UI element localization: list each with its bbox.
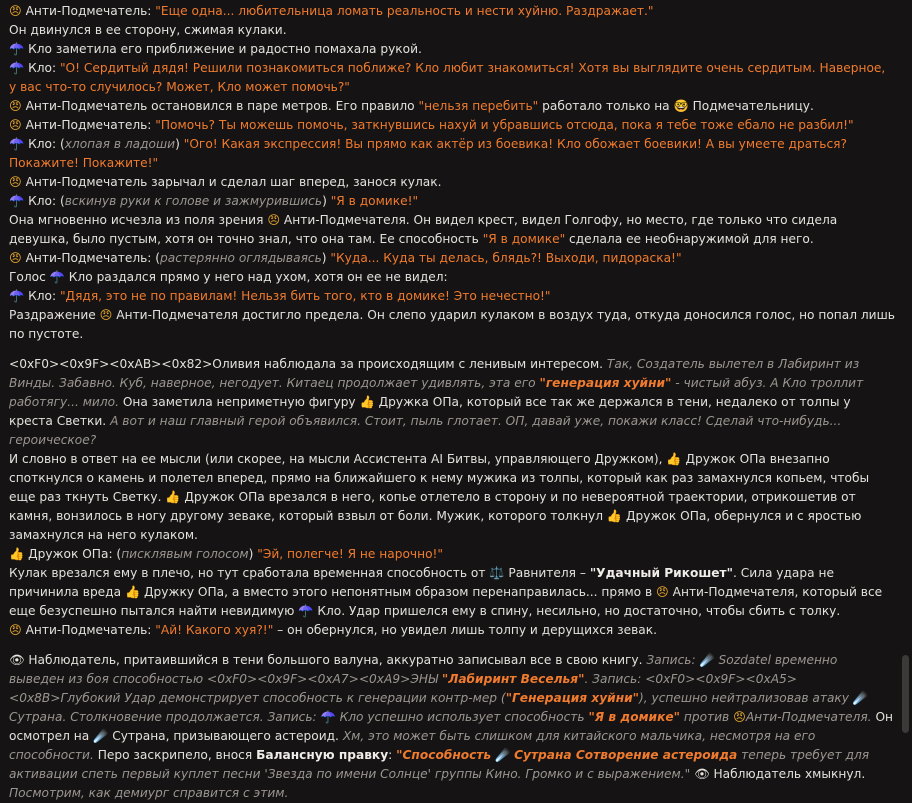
narration-text: , который все так же держался в тени, недалеко от толпы у креста Светки.	[9, 395, 851, 428]
narration-text: Перо заскрипело, внося	[97, 748, 253, 762]
thumbs-up-icon: 👍	[124, 585, 141, 599]
thumbs-up-icon: 👍	[666, 452, 682, 466]
thought-text: - чистый абуз. А Кло троллит работягу... мило.	[9, 376, 864, 409]
name: Дружок ОПа	[685, 452, 766, 466]
quote: "Я в домике"	[482, 232, 566, 246]
thumbs-up-icon: 👍	[9, 547, 25, 561]
umbrella-icon: ☂️	[298, 604, 314, 618]
comet-icon: ☄️	[699, 653, 715, 667]
note-text: против	[683, 710, 730, 724]
name: Равнителя	[508, 566, 576, 580]
scales-icon: ⚖️	[489, 566, 505, 580]
narration-text: , а вместо этого непонятным образом перенаправилась... прямо в	[224, 585, 653, 599]
nerd-face-icon: 🤓	[673, 99, 689, 113]
message: 👍 Дружок ОПа: (писклявым голосом) "Эй, полегче! Я не нарочно!"	[9, 545, 895, 564]
narration-text: Наблюдатель хмыкнул.	[713, 767, 866, 781]
name: Анти-Подмечателя	[672, 585, 795, 599]
name: Подмечательницу	[692, 99, 810, 113]
speaker-name: Анти-Подмечатель	[25, 118, 148, 132]
speaker-name: Кло	[28, 289, 52, 303]
narration-text: Она заметила неприметную фигуру	[122, 395, 356, 409]
speaker-name: Анти-Подмечатель	[25, 623, 148, 637]
narration-text: Анти-Подмечатель зарычал и сделал шаг вперед, занося кулак.	[25, 175, 442, 189]
narration-text: , призывающего астероид.	[165, 729, 339, 743]
note-text: Хм, это может быть слишком для китайского мальчика, несмотря на его способности.	[9, 729, 816, 762]
narration-text: . Сила удара не причинила вреда	[9, 566, 834, 599]
message: 😠 Анти-Подмечатель: (растерянно оглядываясь) "Куда... Куда ты делась, блядь?! Выходи, пидораска!"	[9, 249, 895, 268]
note-text: Кло успешно использует способность	[339, 710, 585, 724]
note-text: . Запись: <0xF0><0x9F><0xA5><0x8B>Глубокий Удар демонстрирует способность к генерации контр-мер (	[9, 672, 798, 705]
narration	[9, 40, 895, 59]
umbrella-icon: ☂️	[320, 710, 336, 724]
quote: Сутрана Сотворение астероида	[514, 748, 738, 762]
thought-text: А вот и наш главный герой объявился. Стоит, пыль глотает. ОП, давай уже, покажи класс! Сделай что-нибудь... героическое?	[9, 414, 842, 447]
narration-text: Наблюдатель, притаившийся в тени большого валуна, аккуратно записывал все в свою книгу.	[28, 653, 643, 667]
narration	[9, 306, 895, 344]
quote: "Способность	[396, 748, 492, 762]
stage-direction: писклявым голосом	[121, 547, 249, 561]
name: Сутрана	[112, 729, 166, 743]
stage-direction: вскинув руки к голове и зажмурившись	[64, 194, 323, 208]
comet-icon: ☄️	[852, 691, 869, 705]
umbrella-icon: ☂️	[9, 42, 25, 56]
narration: 😠 Анти-Подмечатель остановился в паре метров. Его правило "нельзя перебить" работало только на 🤓 Подмечательницу.	[9, 97, 895, 116]
narration-text: сделала ее необнаружимой для него.	[569, 232, 814, 246]
name: Дружка ОПа	[378, 395, 459, 409]
chat-log	[9, 2, 895, 803]
note-text: Анти-Подмечателя.	[745, 710, 872, 724]
narration-text: Голос	[9, 270, 46, 284]
quote: "нельзя перебить"	[418, 99, 539, 113]
quote: "Дядя, это не по правилам! Нельзя бить того, кто в домике! Это нечестно!"	[59, 289, 551, 303]
narration-text: – он обернулся, но увидел лишь толпу и дерущихся зевак.	[277, 623, 657, 637]
narration-text: Она мгновенно исчезла из поля зрения	[9, 213, 264, 227]
angry-face-icon: 😠	[656, 585, 669, 599]
narration-text: Анти-Подмечатель остановился в паре метров. Его правило	[25, 99, 415, 113]
quote: "Я в домике"	[588, 710, 680, 724]
name: Сутрана	[9, 710, 63, 724]
scrollbar[interactable]	[902, 0, 909, 752]
angry-face-icon: 😠	[733, 710, 746, 724]
angry-face-icon: 😠	[267, 213, 281, 227]
narration-text: И словно в ответ на ее мысли (или скорее, на мысли Ассистента AI Битвы, управляющего Дружком),	[9, 452, 663, 466]
thumbs-up-icon: 👍	[359, 395, 375, 409]
narration-text: раздался прямо у него над ухом, хотя он ее не видел:	[96, 270, 448, 284]
message: ☂️ Кло: (вскинув руки к голове и зажмурившись) "Я в домике!"	[9, 192, 895, 211]
narration: 👁 Наблюдатель, притаившийся в тени большого валуна, аккуратно записывал все в свою книгу. Запись: ☄️ Sozdatel временно выведен из боя способностью <0xF0><0x9F><0xA7><0xA9>ЭНЫ "Лабиринт Веселья". Запись: <0xF0><0x9F><0xA5><0x8B>Глубокий Удар демонстрирует способность к генерации контр-мер ("Генерация хуйни"), успешно нейтрализовав атаку ☄️ Сутрана. Столкновение продолжается. Запись: ☂️ Кло успешно использует способность "Я в домике" против 😠Анти-Подмечателя. Он осмотрел на ☄️ Сутрана, призывающего астероид. Хм, это может быть слишком для китайского мальчика, несмотря на его способности. Перо заскрипело, внося Балансную правку: "Способность ☄️ Сутрана Сотворение астероида теперь требует для активации спеть первый куплет песни 'Звезда по имени Солнце' группы Кино. Громко и с выражением." 👁 Наблюдатель хмыкнул. Посмотрим, как демиург справится с этим.	[9, 653, 893, 800]
quote: "Я в домике!"	[330, 194, 419, 208]
umbrella-icon: ☂️	[9, 289, 25, 303]
narration	[9, 450, 895, 545]
quote: "генерация хуйни"	[539, 376, 672, 390]
narration-text: Раздражение	[9, 308, 96, 322]
speaker-name: Кло	[28, 194, 52, 208]
message: ☂️ Кло: (хлопая в ладоши) "Ого! Какая экспрессия! Вы прямо как актёр из боевика! Кло обожает боевики! А вы умеете драться? Покажите! Покажите!"	[9, 137, 847, 170]
quote: "Ого! Какая экспрессия! Вы прямо как актёр из боевика! Кло обожает боевики! А вы умеете драться? Покажите! Покажите!"	[9, 137, 847, 170]
quote: "Помочь? Ты можешь помочь, заткнувшись нахуй и убравшись отсюда, пока я тебе тоже ебало не разбил!"	[155, 118, 854, 132]
umbrella-icon: ☂️	[9, 137, 25, 151]
note-text: временно выведен из боя способностью <0xF0><0x9F><0xA7><0xA9>ЭНЫ	[9, 653, 838, 686]
angry-face-icon: 😠	[9, 175, 22, 189]
speaker-name: Дружок ОПа	[28, 547, 109, 561]
comet-icon: ☄️	[495, 748, 511, 762]
quote: "Еще одна... любительница ломать реальность и нести хуйню. Раздражает."	[155, 4, 654, 18]
thumbs-up-icon: 👍	[165, 490, 181, 504]
umbrella-icon: ☂️	[9, 61, 25, 75]
angry-face-icon: 😠	[9, 623, 22, 637]
angry-face-icon: 😠	[99, 308, 113, 322]
narration-text: , обернулся и с яростью замахнулся на него кулаком.	[9, 509, 862, 542]
name: Дружку ОПа	[144, 585, 225, 599]
narration-text: работало только на	[542, 99, 670, 113]
scrollbar-thumb[interactable]	[902, 655, 909, 733]
message: 😠 Анти-Подмечатель: "Ай! Какого хуя?!" – он обернулся, но увидел лишь толпу и дерущихся зевак.	[9, 621, 895, 640]
quote: "О! Сердитый дядя! Решили познакомиться поближе? Кло любит знакомиться! Хотя вы выглядите очень сердитым. Наверное, у вас что-то случилось? Может, Кло может помочь?"	[9, 61, 886, 94]
speaker-name: Кло	[28, 137, 52, 151]
thought-text: Так, Создатель вылетел в Лабиринт из Винды. Забавно. Куб, наверное, негодует. Китаец продолжает удивлять, эта его	[9, 357, 860, 390]
name: Кло	[317, 604, 342, 618]
quote: "Генерация хуйни"	[505, 691, 640, 705]
name: Sozdatel	[718, 653, 771, 667]
note-text: ), успешно нейтрализовав атаку	[639, 691, 850, 705]
quote: "Ай! Какого хуя?!"	[155, 623, 274, 637]
umbrella-icon: ☂️	[9, 194, 25, 208]
angry-face-icon: 😠	[9, 99, 22, 113]
quote: "Эй, полегче! Я не нарочно!"	[257, 547, 444, 561]
narration-text: . Он видел крест, видел Голгофу, но место, где только что сидела девушка, было пустым, хотя он точно знал, что она там. Ее способность	[9, 213, 838, 246]
note-text: Посмотрим, как демиург справится с этим.	[9, 786, 289, 800]
thumbs-up-icon: 👍	[606, 509, 623, 523]
narration-text: , который все еще безуспешно пытался найти невидимую	[9, 585, 883, 618]
eye-icon: 👁	[9, 653, 25, 667]
narration	[9, 355, 895, 450]
message: ☂️ Кло: "Дядя, это не по правилам! Нельзя бить того, кто в домике! Это нечестно!"	[9, 287, 895, 306]
angry-face-icon: 😠	[9, 4, 22, 18]
speaker-name: Анти-Подмечатель	[25, 4, 148, 18]
eye-icon: 👁	[694, 767, 710, 781]
narration-text: Он осмотрел на	[9, 710, 893, 743]
narration	[9, 268, 895, 287]
angry-face-icon: 😠	[9, 251, 22, 265]
stage-direction: растерянно оглядываясь	[160, 251, 322, 265]
narration-text: Кулак врезался ему в плечо, но тут сработала временная способность от	[9, 566, 486, 580]
ability-name: "Удачный Рикошет"	[589, 566, 733, 580]
note-text: Запись:	[646, 653, 696, 667]
bold-text: Балансную правку	[256, 748, 389, 762]
name: Кло	[68, 270, 93, 284]
narration: Он двинулся в ее сторону, сжимая кулаки.	[9, 23, 287, 37]
angry-face-icon: 😠	[9, 118, 22, 132]
narration-text: врезался в него, копье отлетело в сторону и по невероятной траектории, отрикошетив от камня, вонзилось в ногу другому зеваке, который взвыл от боли. Мужик, которого толкнул	[9, 490, 856, 523]
narration-text: достигло предела. Он слепо ударил кулаком в воздух туда, откуда доносился голос, но попал лишь по пустоте.	[9, 308, 895, 341]
narration-text: внезапно споткнулся о камень и полетел вперед, прямо на ближайшего к нему мужика из толпы, который как раз замахнулся копьем, чтобы еще раз ткнуть Светку.	[9, 452, 870, 504]
note-text: теперь требует для активации спеть первый куплет песни 'Звезда по имени Солнце' группы Кино. Громко и с выражением."	[9, 748, 870, 781]
narration-text: <0xF0><0x9F><0xAB><0x82>Оливия наблюдала за происходящим с ленивым интересом.	[9, 357, 604, 371]
name: Анти-Подмечателя	[283, 213, 406, 227]
narration-text: . Удар пришелся ему в спину, несильно, но достаточно, чтобы сбить с толку.	[341, 604, 841, 618]
comet-icon: ☄️	[93, 729, 109, 743]
umbrella-icon: ☂️	[49, 270, 65, 284]
message: ☂️ Кло: "О! Сердитый дядя! Решили познакомиться поближе? Кло любит знакомиться! Хотя вы выглядите очень сердитым. Наверное, у вас что-то случилось? Может, Кло может помочь?"	[9, 61, 886, 94]
speaker-name: Анти-Подмечатель	[25, 251, 148, 265]
name: Дружок ОПа	[625, 509, 707, 523]
narration-text: Кло заметила его приближение и радостно помахала рукой.	[28, 42, 422, 56]
stage-direction: хлопая в ладоши	[64, 137, 176, 151]
speaker-name: Кло	[28, 61, 52, 75]
note-text: . Столкновение продолжается. Запись:	[62, 710, 317, 724]
message: 😠 Анти-Подмечатель: "Помочь? Ты можешь помочь, заткнувшись нахуй и убравшись отсюда, пока я тебе тоже ебало не разбил!"	[9, 116, 895, 135]
narration: Кулак врезался ему в плечо, но тут сработала временная способность от ⚖️ Равнителя – "Удачный Рикошет". Сила удара не причинила вреда 👍 Дружку ОПа, а вместо этого непонятным образом перенаправилась... прямо в 😠 Анти-Подмечателя, который все еще безуспешно пытался найти невидимую ☂️ Кло. Удар пришелся ему в спину, несильно, но достаточно, чтобы сбить с толку.	[9, 564, 895, 621]
narration	[9, 211, 895, 249]
narration	[9, 173, 895, 192]
name: Анти-Подмечателя	[116, 308, 239, 322]
name: Дружок ОПа	[184, 490, 265, 504]
quote: "Куда... Куда ты делась, блядь?! Выходи, пидораска!"	[330, 251, 682, 265]
quote: "Лабиринт Веселья"	[441, 672, 585, 686]
message: 😠 Анти-Подмечатель: "Еще одна... любительница ломать реальность и нести хуйню. Раздражает."	[9, 2, 895, 21]
